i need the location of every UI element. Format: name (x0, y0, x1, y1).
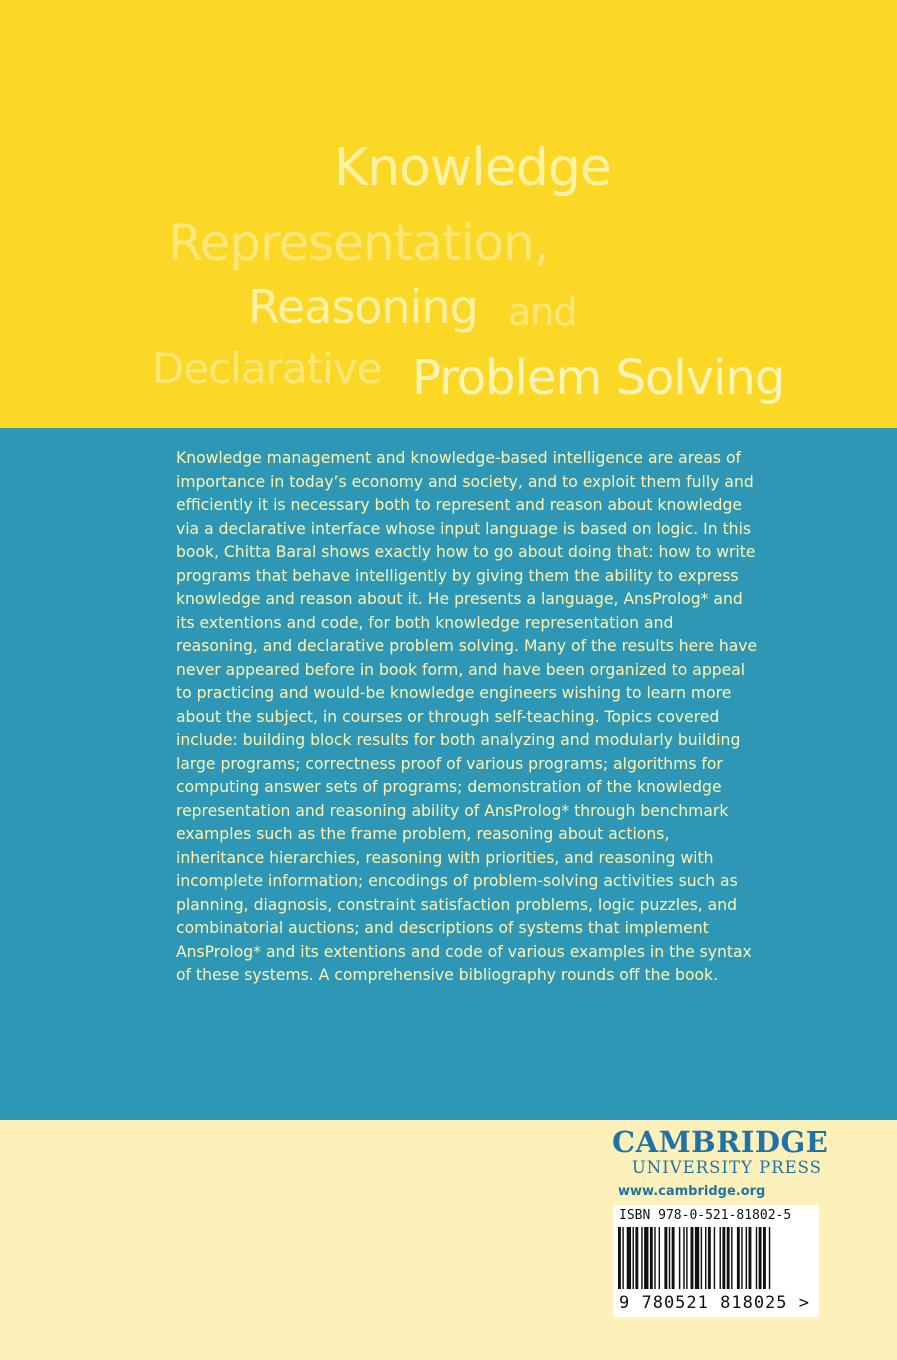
barcode-bar (679, 1227, 680, 1289)
barcode-bar (737, 1227, 740, 1289)
barcode-bar (763, 1227, 766, 1289)
barcode-bar (701, 1227, 702, 1289)
barcode-bar (769, 1227, 770, 1289)
barcode-bar (644, 1227, 648, 1289)
publisher-subtitle: UNIVERSITY PRESS (631, 1158, 822, 1177)
barcode-bar (746, 1227, 747, 1289)
isbn-label: ISBN 978-0-521-81802-5 (619, 1208, 792, 1223)
barcode-bar (705, 1227, 706, 1289)
barcode-bar (722, 1227, 725, 1289)
barcode-box (613, 1205, 819, 1317)
barcode-bar (669, 1227, 670, 1289)
title-word-declarative: Declarative (152, 344, 382, 393)
barcode-bar (759, 1227, 762, 1289)
title-word-and: and (508, 290, 577, 334)
publisher-url: www.cambridge.org (618, 1184, 766, 1199)
barcode-bar (659, 1227, 660, 1289)
publisher-name: CAMBRIDGE (612, 1125, 829, 1159)
barcode-bar (695, 1227, 699, 1289)
barcode-bar (627, 1227, 631, 1289)
barcode-bar (727, 1227, 730, 1289)
barcode-bar (731, 1227, 732, 1289)
barcode-bar (691, 1227, 694, 1289)
blurb-band (0, 428, 897, 1120)
title-line-reasoning: Reasoning (248, 280, 478, 334)
title-line-problem-solving: Problem Solving (412, 350, 785, 406)
barcode-bar (635, 1227, 638, 1289)
publisher-block (612, 1125, 829, 1199)
title-line-representation: Representation, (168, 214, 549, 272)
barcode-bar (672, 1227, 675, 1289)
barcode-bar (664, 1227, 667, 1289)
barcode-bar (622, 1227, 623, 1289)
barcode-bar (618, 1227, 621, 1289)
barcode-bar (683, 1227, 684, 1289)
barcode-digits: 9 780521 818025 > (619, 1293, 810, 1313)
barcode-bar (741, 1227, 742, 1289)
barcode-bar (756, 1227, 757, 1289)
title-line-knowledge: Knowledge (334, 138, 611, 198)
barcode-bar (654, 1227, 655, 1289)
barcode-bar (633, 1227, 634, 1289)
barcode-icon (618, 1227, 814, 1293)
publisher-band (0, 1120, 897, 1360)
blurb-text: Knowledge management and knowledge-based intelligence are areas of importance in today’s economy and society, and to exploit them fully and efficiently it is necessary both to represent and reason about knowledge via a declarative interface whose input language is based on logic. In this book, Chitta Baral shows exactly how to go about doing that: how to write programs that behave intelligently by giving them the ability to express knowledge and reason about it. He presents a language, AnsProlog* and its extentions and code, for both knowledge representation and reasoning, and declarative problem solving. Many of the results here have never appeared before in book form, and have been organized to appeal to practicing and would-be knowledge engineers wishing to learn more about the subject, in courses or through self-teaching. Topics covered include: building block results for both analyzing and modularly building large programs; correctness proof of various programs; algorithms for computing answer sets of programs; demonstration of the knowledge representation and reasoning ability of AnsProlog* through benchmark examples such as the frame problem, reasoning about actions, inheritance hierarchies, reasoning with priorities, and reasoning with incomplete information; encodings of problem-solving activities such as planning, diagnosis, constraint satisfaction problems, logic puzzles, and combinatorial auctions; and descriptions of systems that implement AnsProlog* and its extentions and code of various examples in the syntax of these systems. A comprehensive bibliography rounds off the book. (176, 449, 758, 984)
barcode-bar (749, 1227, 752, 1289)
barcode-bar (686, 1227, 687, 1289)
barcode-bar (714, 1227, 715, 1289)
barcode-bar (650, 1227, 653, 1289)
barcode-bar (720, 1227, 721, 1289)
barcode-bar (708, 1227, 711, 1289)
title-band (0, 0, 897, 428)
barcode-bar (641, 1227, 642, 1289)
